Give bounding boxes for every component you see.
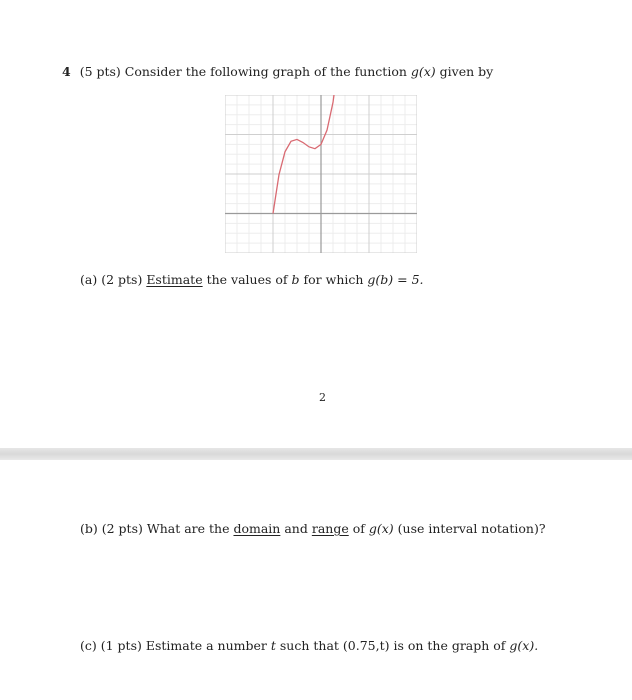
question-text-end: given by (439, 64, 494, 79)
variable-b: b (291, 272, 300, 287)
part-b-and: and (284, 521, 308, 536)
question-number: 4 (62, 64, 71, 79)
question-points: (5 pts) (79, 64, 121, 79)
part-a-points: (2 pts) (101, 272, 143, 287)
part-a-expression: g(b) = 5. (367, 272, 424, 287)
part-c-function: g(x). (509, 638, 539, 653)
part-b-points: (2 pts) (101, 521, 143, 536)
part-b-of: of (352, 521, 365, 536)
part-b-text2: (use interval notation)? (397, 521, 546, 536)
page-separator (0, 448, 632, 460)
part-c-text1: Estimate a number (145, 638, 267, 653)
estimate-underlined: Estimate (146, 272, 203, 287)
part-a-text: the values of (206, 272, 288, 287)
part-b-label: (b) (80, 521, 98, 536)
page-3 (0, 460, 632, 700)
part-a-label: (a) (80, 272, 98, 287)
function-name: g(x) (410, 64, 436, 79)
part-a (80, 272, 424, 288)
question-text: Consider the following graph of the function (124, 64, 407, 79)
domain-underlined: domain (233, 521, 281, 536)
part-b-text1: What are the (146, 521, 230, 536)
part-c (80, 638, 538, 654)
question-4-prompt (62, 64, 493, 80)
part-c-label: (c) (80, 638, 97, 653)
page-number: 2 (319, 391, 326, 404)
part-b-function: g(x) (368, 521, 394, 536)
part-b (80, 521, 546, 537)
function-graph (225, 95, 417, 253)
variable-t: t (270, 638, 276, 653)
range-underlined: range (311, 521, 349, 536)
part-c-points: (1 pts) (100, 638, 142, 653)
part-c-text2: such that (0.75,t) is on the graph of (279, 638, 506, 653)
part-a-text2: for which (303, 272, 364, 287)
